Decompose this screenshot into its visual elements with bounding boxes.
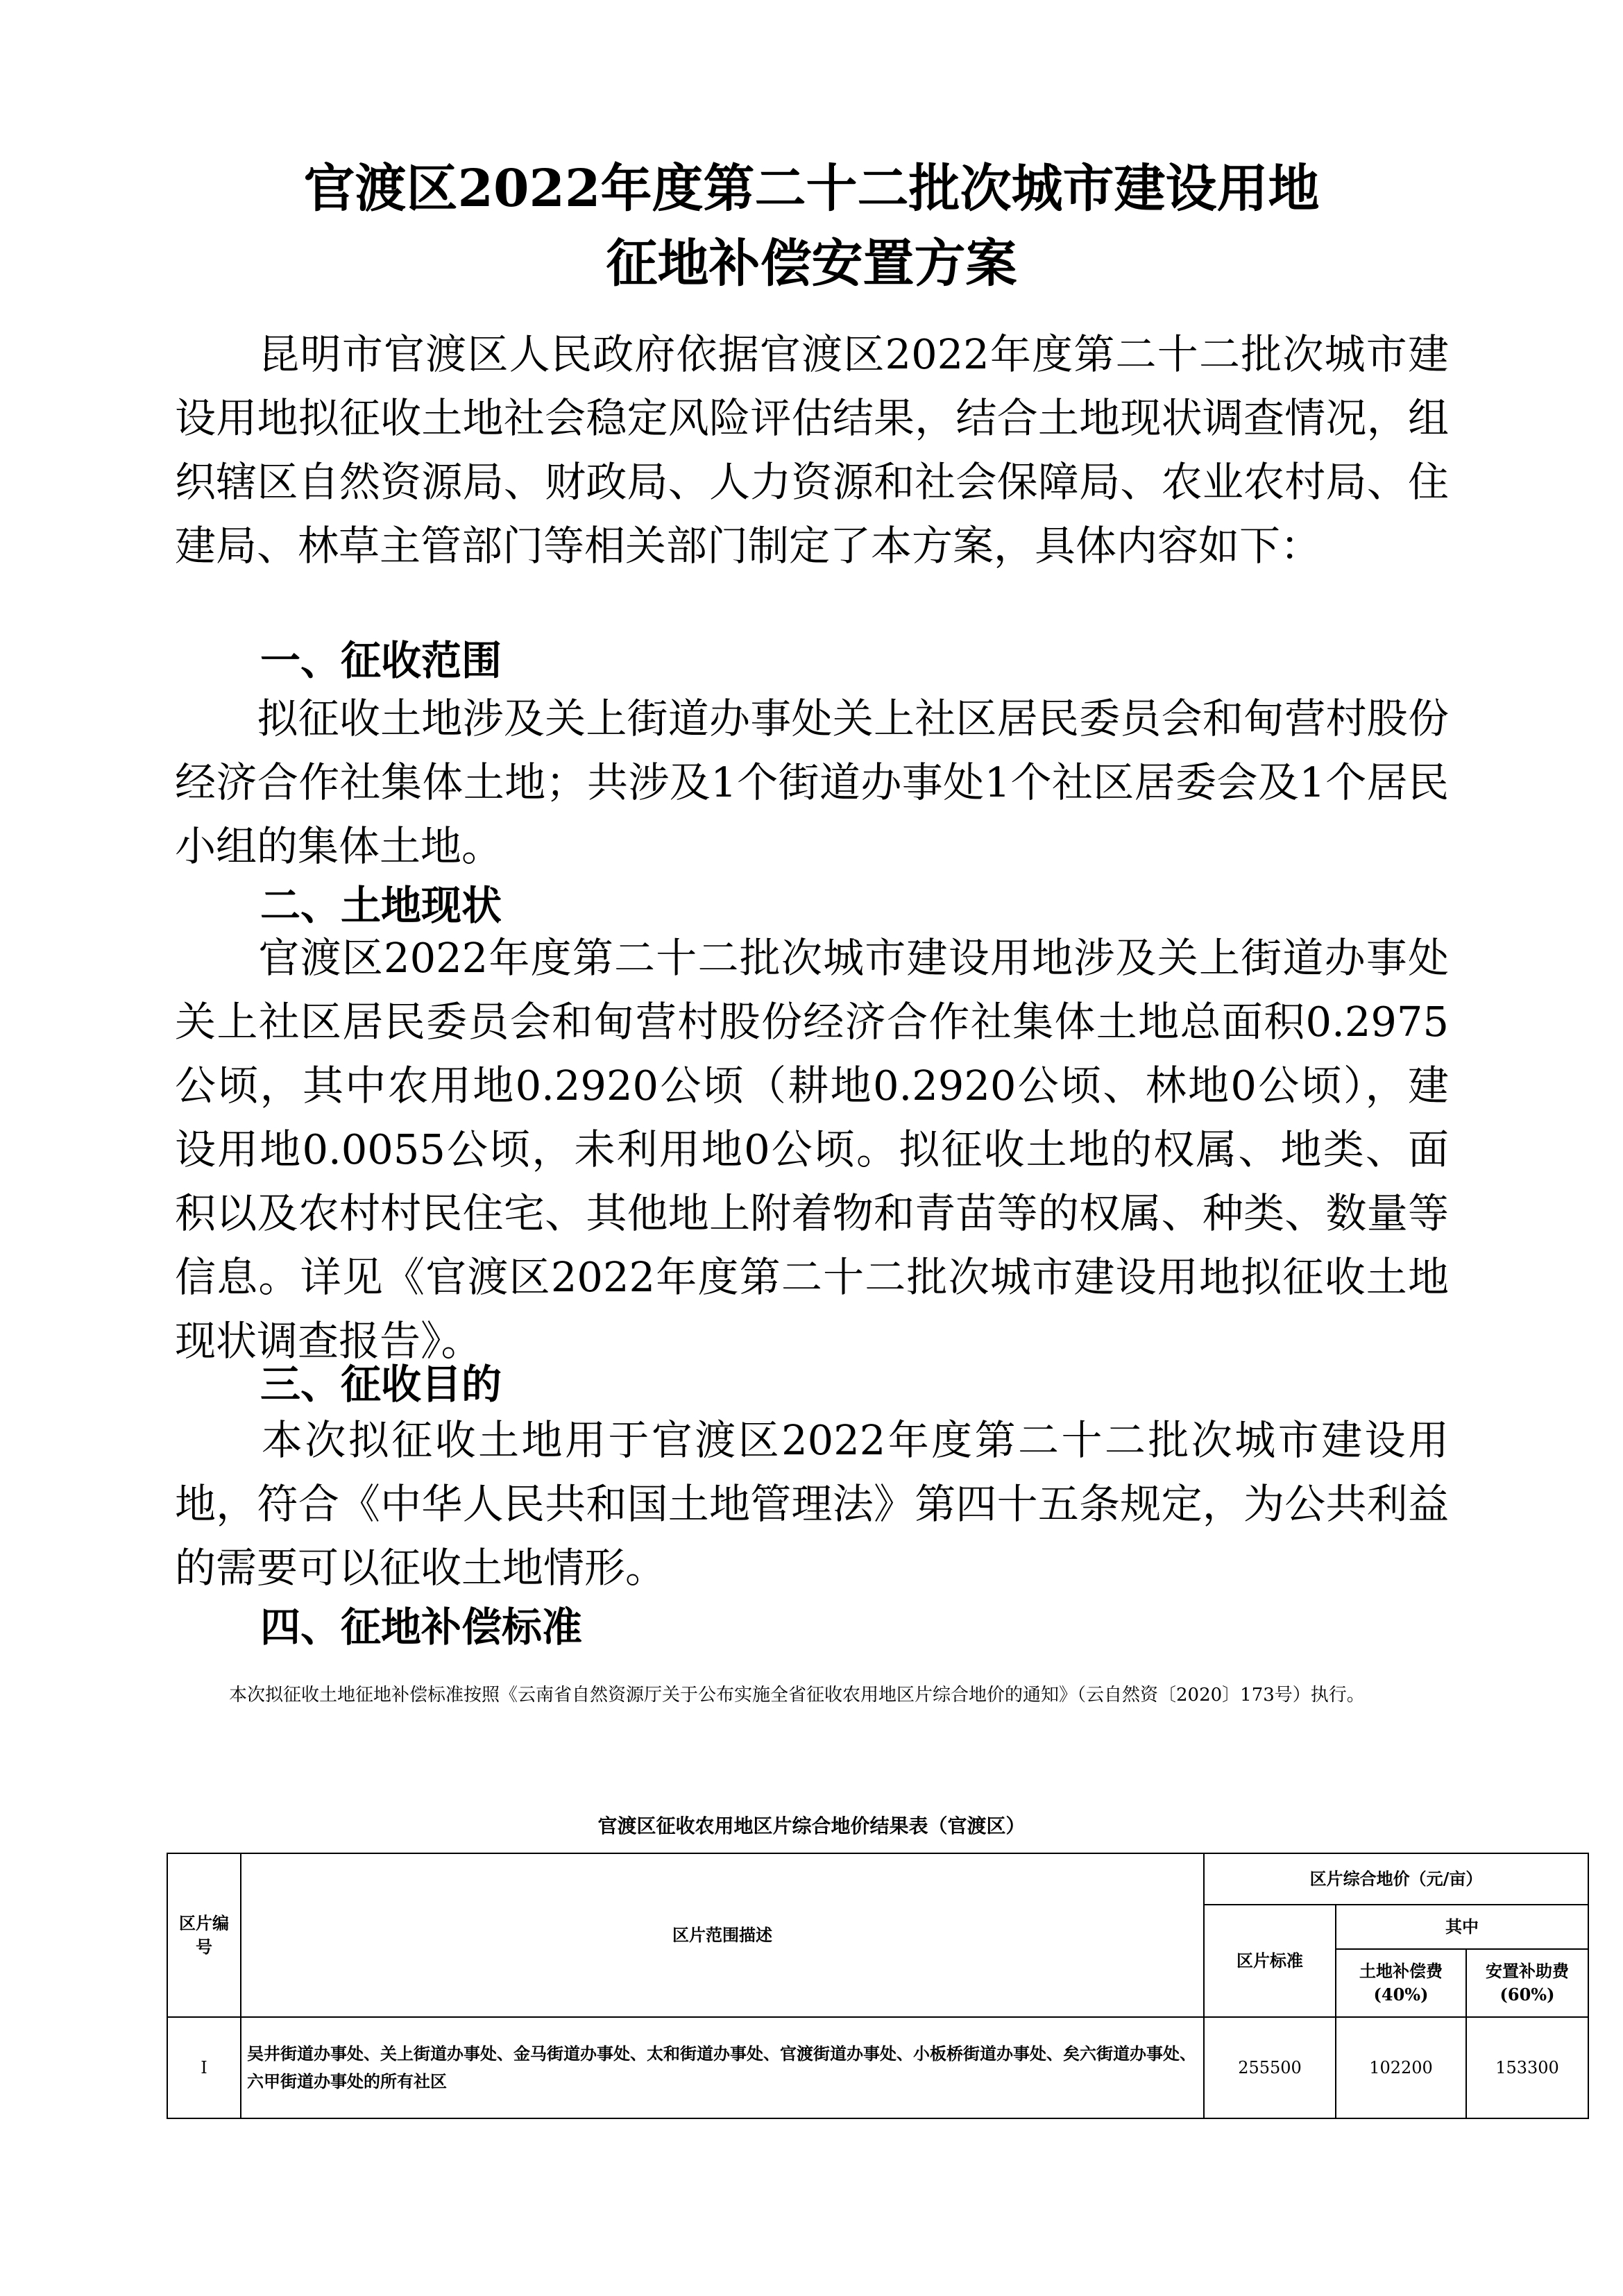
header-of-which: 其中	[1336, 1905, 1588, 1949]
cell-zone-standard: 255500	[1204, 2017, 1336, 2118]
table-title: 官渡区征收农用地区片综合地价结果表（官渡区）	[597, 1814, 1026, 1837]
section-heading-scope: 一、征收范围	[260, 637, 502, 684]
header-zone-no: 区片编号	[167, 1853, 241, 2017]
section-body-standard: 本次拟征收土地征地补偿标准按照《云南省自然资源厅关于公布实施全省征收农用地区片综合地价的通知》（云自然资〔2020〕173号）执行。	[229, 1685, 1365, 1706]
section-body-scope: 拟征收土地涉及关上街道办事处关上社区居民委员会和甸营村股份经济合作社集体土地；共涉及1个街道办事处1个社区居委会及1个居民小组的集体土地。	[175, 695, 1449, 870]
header-land-compensation: 土地补偿费(40%)	[1336, 1949, 1466, 2017]
header-zone-standard: 区片标准	[1204, 1905, 1336, 2017]
cell-resettlement-subsidy: 153300	[1466, 2017, 1588, 2118]
cell-zone-no: I	[167, 2017, 241, 2118]
section-body-purpose: 本次拟征收土地用于官渡区2022年度第二十二批次城市建设用地，符合《中华人民共和国土地管理法》第四十五条规定，为公共利益的需要可以征收土地情形。	[175, 1416, 1449, 1592]
section-heading-land-status: 二、土地现状	[260, 882, 502, 929]
cell-land-compensation: 102200	[1336, 2017, 1466, 2118]
price-table	[167, 1853, 1589, 2119]
document-title-line1: 官渡区2022年度第二十二批次城市建设用地	[303, 159, 1320, 219]
section-body-land-status: 官渡区2022年度第二十二批次城市建设用地涉及关上街道办事处关上社区居民委员会和甸营村股份经济合作社集体土地总面积0.2975公顷，其中农用地0.2920公顷（耕地0.2920公顷、林地0公顷），建设用地0.0055公顷，未利用地0公顷。拟征收土地的权属、地类、面积以及农村村民住宅、其他地上附着物和青苗等的权属、种类、数量等信息。详见《官渡区2022年度第二十二批次城市建设用地拟征收土地现状调查报告》。	[175, 934, 1449, 1365]
intro-paragraph: 昆明市官渡区人民政府依据官渡区2022年度第二十二批次城市建设用地拟征收土地社会稳定风险评估结果，结合土地现状调查情况，组织辖区自然资源局、财政局、人力资源和社会保障局、农业农村局、住建局、林草主管部门等相关部门制定了本方案，具体内容如下：	[175, 330, 1449, 570]
header-composite-price: 区片综合地价（元/亩）	[1204, 1853, 1588, 1905]
cell-zone-desc: 吴井街道办事处、关上街道办事处、金马街道办事处、太和街道办事处、官渡街道办事处、小板桥街道办事处、矣六街道办事处、六甲街道办事处的所有社区	[241, 2017, 1204, 2118]
header-resettlement-subsidy: 安置补助费(60%)	[1466, 1949, 1588, 2017]
document-title-line2: 征地补偿安置方案	[606, 234, 1017, 294]
section-heading-standard: 四、征地补偿标准	[260, 1604, 583, 1651]
section-heading-purpose: 三、征收目的	[260, 1361, 502, 1408]
table-row	[167, 2017, 1588, 2118]
header-zone-desc: 区片范围描述	[241, 1853, 1204, 2017]
